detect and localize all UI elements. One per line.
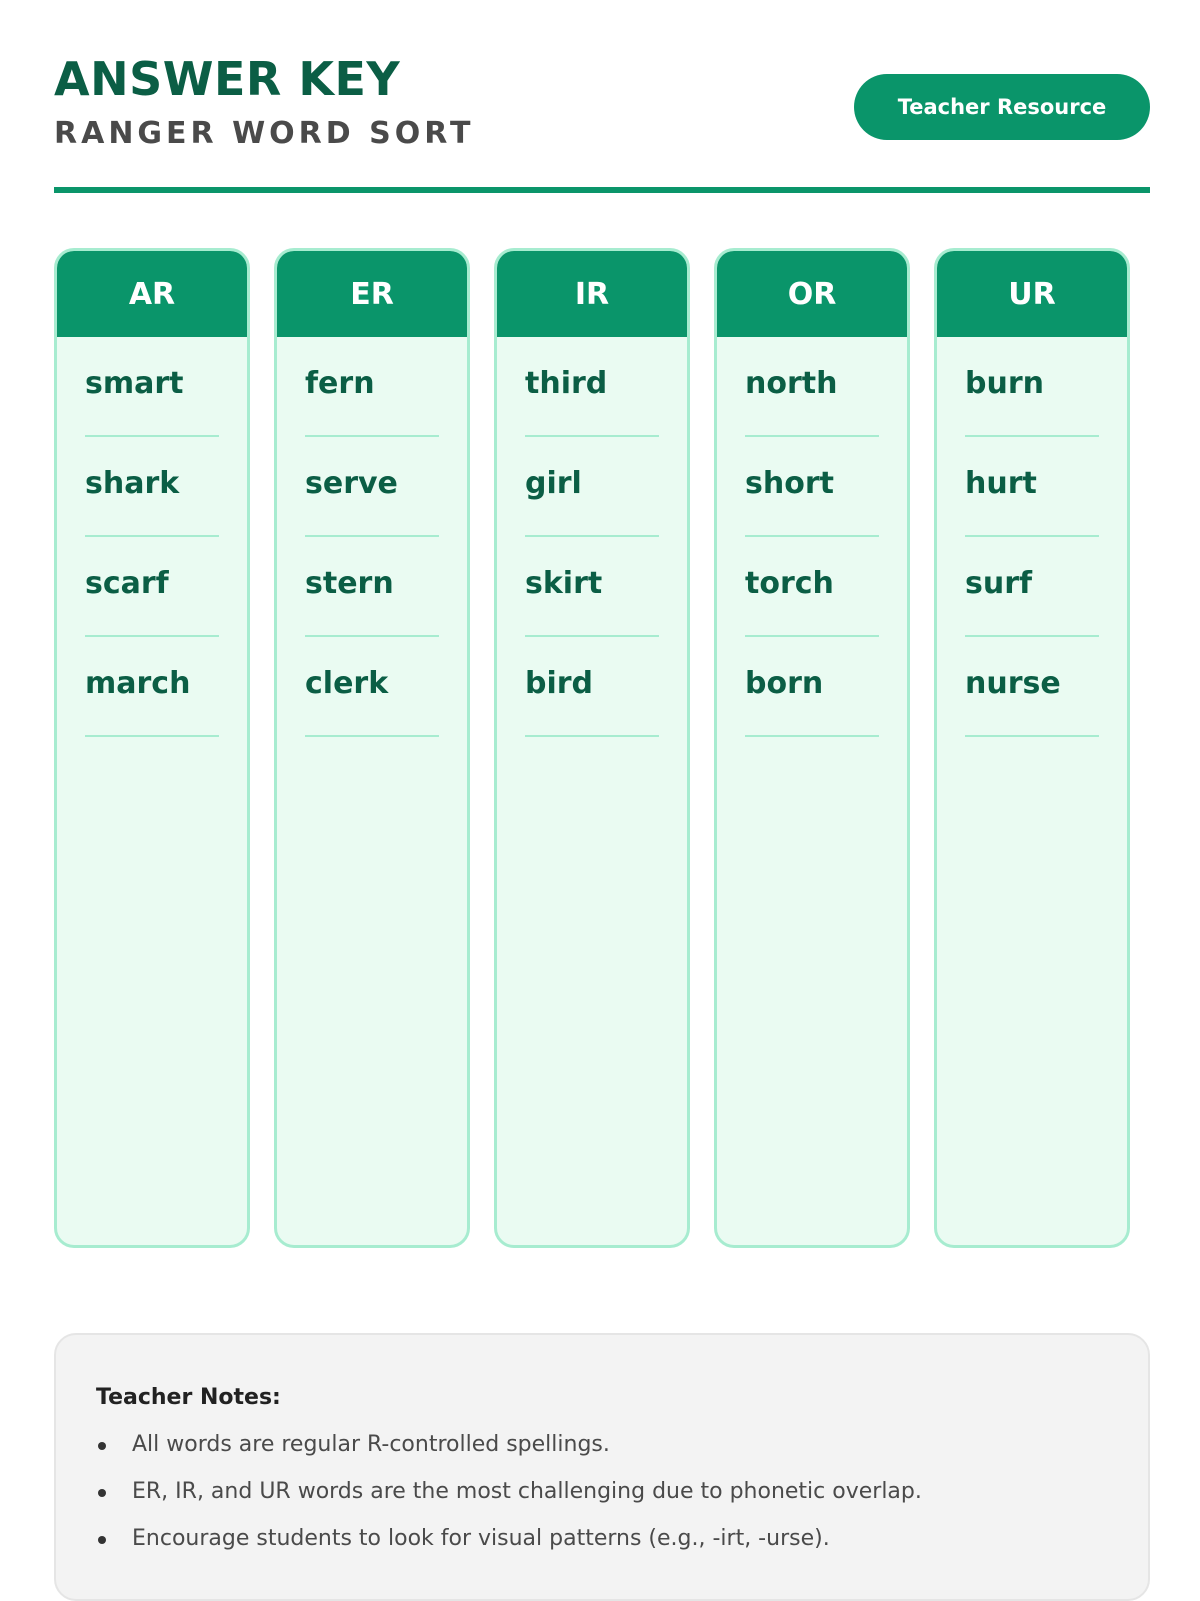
answer-key-page: [54, 0, 1150, 1551]
word-item: born: [745, 637, 879, 737]
word-item: skirt: [525, 537, 659, 637]
word-item: march: [85, 637, 219, 737]
note-text: All words are regular R-controlled spellings.: [132, 1432, 610, 1457]
column-header: IR: [497, 251, 687, 337]
word-item: fern: [305, 337, 439, 437]
teacher-notes-title: Teacher Notes:: [96, 1385, 281, 1410]
list-item: [96, 1432, 1108, 1479]
teacher-resource-badge: Teacher Resource: [854, 74, 1150, 140]
page-subtitle: RANGER WORD SORT: [54, 116, 475, 151]
page-header: [54, 0, 1150, 194]
word-item: north: [745, 337, 879, 437]
header-divider: [54, 187, 1150, 193]
word-item: torch: [745, 537, 879, 637]
column-ir: [494, 248, 690, 1248]
bullet-dot-icon: [98, 1489, 106, 1497]
note-text: Encourage students to look for visual patterns (e.g., -irt, -urse).: [132, 1526, 830, 1551]
teacher-notes-panel: [54, 1333, 1150, 1601]
word-item: hurt: [965, 437, 1099, 537]
word-list: [937, 337, 1127, 737]
word-item: clerk: [305, 637, 439, 737]
column-er: [274, 248, 470, 1248]
page-title: ANSWER KEY: [54, 52, 401, 106]
column-or: [714, 248, 910, 1248]
word-list: [277, 337, 467, 737]
word-item: short: [745, 437, 879, 537]
word-item: bird: [525, 637, 659, 737]
column-header: ER: [277, 251, 467, 337]
word-item: surf: [965, 537, 1099, 637]
note-text: ER, IR, and UR words are the most challenging due to phonetic overlap.: [132, 1479, 922, 1504]
list-item: [96, 1479, 1108, 1526]
word-sort-columns: [54, 248, 1150, 1248]
teacher-notes-list: [96, 1432, 1108, 1573]
column-header: UR: [937, 251, 1127, 337]
word-item: serve: [305, 437, 439, 537]
word-item: third: [525, 337, 659, 437]
word-list: [57, 337, 247, 737]
word-item: burn: [965, 337, 1099, 437]
column-header: OR: [717, 251, 907, 337]
word-list: [497, 337, 687, 737]
word-item: nurse: [965, 637, 1099, 737]
word-list: [717, 337, 907, 737]
word-item: stern: [305, 537, 439, 637]
list-item: [96, 1526, 1108, 1573]
word-item: smart: [85, 337, 219, 437]
bullet-dot-icon: [98, 1536, 106, 1544]
word-item: shark: [85, 437, 219, 537]
bullet-dot-icon: [98, 1442, 106, 1450]
word-item: girl: [525, 437, 659, 537]
column-ur: [934, 248, 1130, 1248]
column-header: AR: [57, 251, 247, 337]
column-ar: [54, 248, 250, 1248]
word-item: scarf: [85, 537, 219, 637]
